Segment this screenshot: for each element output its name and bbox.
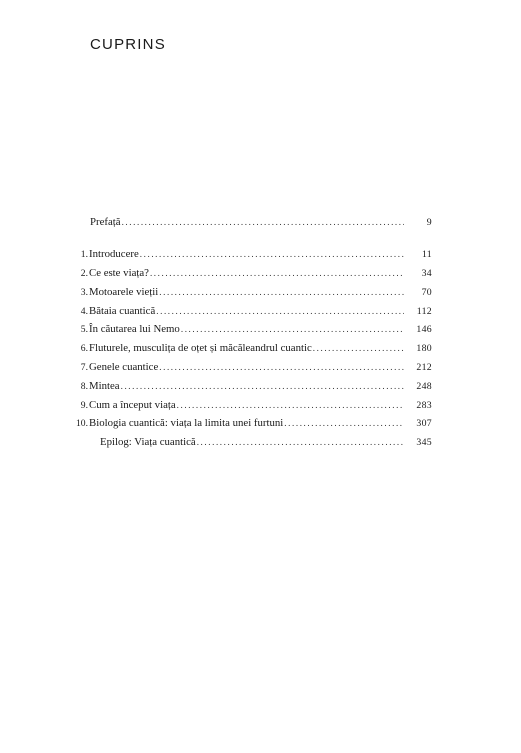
- dot-leader: [140, 245, 404, 264]
- toc-entry-title: Motoarele vieții: [89, 285, 159, 298]
- toc-entry-title: Epilog: Viața cuantică: [100, 436, 196, 449]
- toc-entry-chapter-10[interactable]: [74, 414, 432, 433]
- toc-entry-chapter-2[interactable]: [74, 264, 432, 283]
- toc-entry-title: Fluturele, musculița de oțet și măcăleandrul cuantic: [89, 342, 312, 355]
- toc-entry-title: Ce este viața?: [89, 267, 149, 280]
- toc-entry-page: 345: [416, 437, 432, 449]
- toc-entry-number: 7.: [80, 362, 88, 374]
- toc-entry-chapter-7[interactable]: [74, 358, 432, 377]
- toc-entry-number: 2.: [80, 268, 88, 280]
- dot-leader: [284, 414, 404, 433]
- toc-entry-page: 34: [421, 268, 432, 280]
- dot-leader: [159, 283, 404, 302]
- toc-entry-prefata[interactable]: [74, 213, 432, 232]
- toc-entry-number: 1.: [80, 249, 88, 261]
- dot-leader: [313, 339, 404, 358]
- toc-entry-chapter-4[interactable]: [74, 302, 432, 321]
- toc-entry-title: Bătaia cuantică: [89, 304, 156, 317]
- toc-entry-title: Biologia cuantică: viața la limita unei furtuni: [89, 417, 284, 430]
- toc-entry-page: 180: [416, 343, 432, 355]
- toc-entry-title: Prefață: [90, 216, 121, 228]
- toc-entry-page: 9: [426, 217, 432, 228]
- toc-entry-number: 3.: [80, 286, 88, 298]
- toc-entry-page: 248: [416, 380, 432, 392]
- dot-leader: [159, 358, 404, 377]
- toc-entry-number: 8.: [80, 380, 88, 392]
- dot-leader: [177, 396, 404, 415]
- toc-entry-title: Introducere: [89, 248, 139, 261]
- toc-entry-number: 6.: [80, 343, 88, 355]
- toc-entry-page: 11: [421, 249, 432, 261]
- toc-entry-title: În căutarea lui Nemo: [89, 323, 180, 336]
- toc-entry-page: 112: [416, 305, 432, 317]
- toc-entry-chapter-3[interactable]: [74, 283, 432, 302]
- dot-leader: [197, 433, 404, 452]
- toc-entry-number: 4.: [80, 305, 88, 317]
- dot-leader: [181, 320, 404, 339]
- toc-entry-chapter-5[interactable]: [74, 320, 432, 339]
- toc-entry-page: 146: [416, 324, 432, 336]
- toc-entry-epilog[interactable]: [74, 433, 432, 452]
- page-title: CUPRINS: [90, 36, 166, 53]
- dot-leader: [156, 302, 404, 321]
- toc-entry-title: Genele cuantice: [89, 361, 159, 374]
- dot-leader: [150, 264, 404, 283]
- toc-entry-page: 212: [416, 362, 432, 374]
- toc-entry-page: 307: [416, 418, 432, 430]
- toc-entry-chapter-6[interactable]: [74, 339, 432, 358]
- toc-entry-chapter-1[interactable]: [74, 245, 432, 264]
- dot-leader: [121, 377, 404, 396]
- toc-entry-title: Mintea: [89, 379, 120, 392]
- toc-entry-title: Cum a început viața: [89, 398, 176, 411]
- toc-entry-page: 283: [416, 399, 432, 411]
- dot-leader: [122, 213, 404, 232]
- table-of-contents: [74, 213, 432, 452]
- toc-entry-number: 9.: [80, 399, 88, 411]
- toc-entry-number: 5.: [80, 324, 88, 336]
- toc-entry-page: 70: [421, 286, 432, 298]
- toc-entry-chapter-8[interactable]: [74, 377, 432, 396]
- toc-entry-chapter-9[interactable]: [74, 396, 432, 415]
- toc-entry-number: 10.: [76, 418, 88, 430]
